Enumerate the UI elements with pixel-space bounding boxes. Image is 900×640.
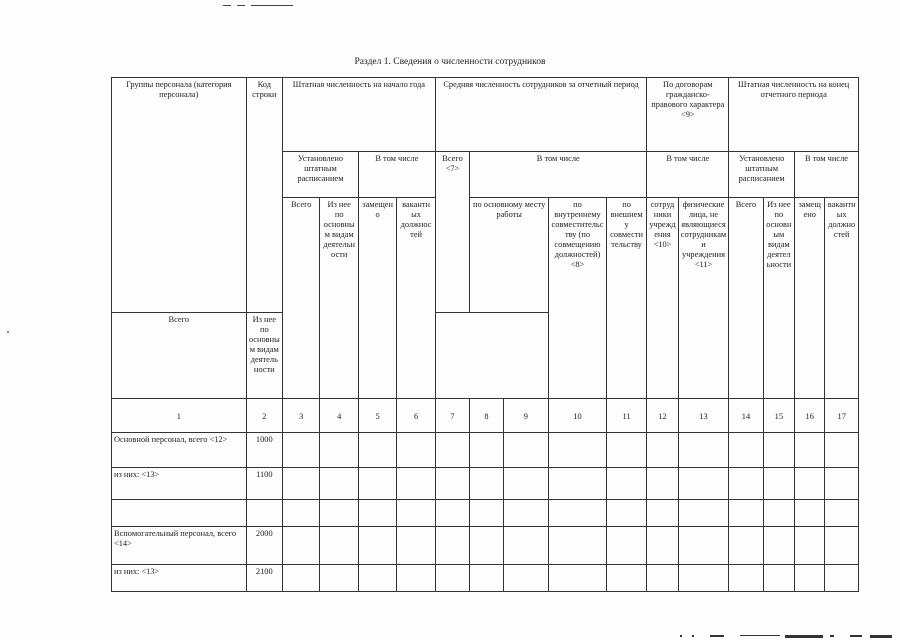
row-label: Вспомогательный персонал, всего <14> — [112, 527, 247, 565]
value-cell[interactable] — [283, 468, 320, 500]
value-cell[interactable] — [470, 433, 503, 468]
row-label: из них: <13> — [112, 468, 247, 500]
value-cell[interactable] — [763, 500, 794, 527]
header-staff-end: Штатная численность на конец отчетного периода — [729, 78, 859, 152]
header-main-place: по основному месту работы — [470, 198, 549, 313]
value-cell[interactable] — [606, 468, 646, 500]
column-number: 2 — [246, 399, 282, 433]
column-number: 15 — [763, 399, 794, 433]
column-number: 1 — [112, 399, 247, 433]
scan-dot — [7, 331, 9, 333]
column-number: 4 — [320, 399, 358, 433]
value-cell[interactable] — [795, 527, 825, 565]
header-col16-filled: замещено — [795, 198, 825, 399]
value-cell[interactable] — [647, 468, 678, 500]
column-number: 7 — [435, 399, 469, 433]
row-label: из них: <13> — [112, 565, 247, 592]
value-cell[interactable] — [283, 527, 320, 565]
column-number: 8 — [470, 399, 503, 433]
header-avg-total: Всего <7> — [435, 152, 469, 313]
column-number: 6 — [397, 399, 435, 433]
value-cell[interactable] — [825, 468, 859, 500]
header-col17-vacant: вакантных должностей — [825, 198, 859, 399]
value-cell[interactable] — [470, 527, 503, 565]
value-cell[interactable] — [470, 468, 503, 500]
value-cell[interactable] — [358, 527, 396, 565]
header-including-end: В том числе — [795, 152, 859, 198]
header-col14-total: Всего — [729, 198, 763, 399]
value-cell[interactable] — [729, 433, 763, 468]
value-cell[interactable] — [647, 527, 678, 565]
value-cell[interactable] — [470, 565, 503, 592]
value-cell[interactable] — [320, 527, 358, 565]
value-cell[interactable] — [606, 500, 646, 527]
header-col15-main: Из нее по основным видам деятельности — [763, 198, 794, 399]
value-cell[interactable] — [825, 527, 859, 565]
value-cell[interactable] — [503, 433, 549, 468]
header-staff-start: Штатная численность на начало года — [283, 78, 436, 152]
header-col9-main: Из нее по основным видам деятельности — [246, 313, 282, 399]
value-cell[interactable] — [320, 468, 358, 500]
row-code: 2000 — [246, 527, 282, 565]
table-row — [112, 468, 859, 500]
value-cell[interactable] — [647, 500, 678, 527]
header-col13-individuals: физические лица, не являющиеся сотрудниками учреждения <11> — [678, 198, 729, 399]
value-cell[interactable] — [470, 500, 503, 527]
value-cell[interactable] — [678, 527, 729, 565]
column-number: 12 — [647, 399, 678, 433]
value-cell[interactable] — [647, 433, 678, 468]
value-cell[interactable] — [825, 500, 859, 527]
value-cell[interactable] — [825, 433, 859, 468]
header-avg-including: В том числе — [470, 152, 647, 198]
value-cell[interactable] — [397, 433, 435, 468]
value-cell[interactable] — [397, 565, 435, 592]
header-col11-external: по внешнему совместительству — [606, 198, 646, 399]
header-including-start: В том числе — [358, 152, 435, 198]
value-cell[interactable] — [358, 433, 396, 468]
value-cell[interactable] — [358, 468, 396, 500]
value-cell[interactable] — [435, 527, 469, 565]
value-cell[interactable] — [729, 565, 763, 592]
value-cell[interactable] — [283, 500, 320, 527]
value-cell[interactable] — [795, 500, 825, 527]
value-cell[interactable] — [283, 565, 320, 592]
row-label: Основной персонал, всего <12> — [112, 433, 247, 468]
header-group: Группы персонала (категория персонала) — [112, 78, 247, 313]
row-code: 2100 — [246, 565, 282, 592]
value-cell[interactable] — [825, 565, 859, 592]
value-cell[interactable] — [763, 565, 794, 592]
value-cell[interactable] — [549, 500, 607, 527]
staff-count-table — [111, 77, 859, 592]
value-cell[interactable] — [729, 527, 763, 565]
value-cell[interactable] — [795, 433, 825, 468]
section-title: Раздел 1. Сведения о численности сотрудников — [354, 57, 546, 67]
value-cell[interactable] — [503, 527, 549, 565]
value-cell[interactable] — [763, 433, 794, 468]
column-numbers-row — [112, 399, 859, 433]
value-cell[interactable] — [435, 433, 469, 468]
value-cell[interactable] — [795, 468, 825, 500]
scan-mark — [237, 5, 245, 6]
value-cell[interactable] — [549, 565, 607, 592]
value-cell[interactable] — [606, 565, 646, 592]
value-cell[interactable] — [435, 468, 469, 500]
value-cell[interactable] — [397, 527, 435, 565]
value-cell[interactable] — [678, 433, 729, 468]
value-cell[interactable] — [503, 468, 549, 500]
header-col4-main: Из нее по основным видам деятельности — [320, 198, 358, 399]
value-cell[interactable] — [320, 433, 358, 468]
value-cell[interactable] — [549, 527, 607, 565]
value-cell[interactable] — [678, 468, 729, 500]
value-cell[interactable] — [763, 468, 794, 500]
value-cell[interactable] — [397, 468, 435, 500]
header-col10-internal: по внутреннему совместительству (по совмещению должностей) <8> — [549, 198, 607, 399]
column-number: 9 — [503, 399, 549, 433]
value-cell[interactable] — [606, 433, 646, 468]
row-code: 1000 — [246, 433, 282, 468]
column-number: 14 — [729, 399, 763, 433]
scan-mark — [223, 5, 231, 6]
column-number: 5 — [358, 399, 396, 433]
value-cell[interactable] — [503, 500, 549, 527]
value-cell[interactable] — [320, 500, 358, 527]
header-col3-total: Всего — [283, 198, 320, 399]
value-cell[interactable] — [729, 500, 763, 527]
value-cell[interactable] — [435, 500, 469, 527]
table-row — [112, 527, 859, 565]
row-code: 1100 — [246, 468, 282, 500]
header-col12-staff: сотрудники учреждения <10> — [647, 198, 678, 399]
column-number: 10 — [549, 399, 607, 433]
header-average: Средняя численность сотрудников за отчетный период — [435, 78, 647, 152]
value-cell[interactable] — [678, 565, 729, 592]
row-code — [246, 500, 282, 527]
value-cell[interactable] — [435, 565, 469, 592]
value-cell[interactable] — [763, 527, 794, 565]
row-label — [112, 500, 247, 527]
header-established-end: Установлено штатным расписанием — [729, 152, 795, 198]
table-row — [112, 565, 859, 592]
table-row — [112, 500, 859, 527]
scan-noise — [680, 634, 900, 640]
value-cell[interactable] — [358, 565, 396, 592]
header-code: Код строки — [246, 78, 282, 313]
header-col8-total: Всего — [112, 313, 247, 399]
header-civil-including: В том числе — [647, 152, 729, 198]
value-cell[interactable] — [503, 565, 549, 592]
value-cell[interactable] — [647, 565, 678, 592]
column-number: 17 — [825, 399, 859, 433]
value-cell[interactable] — [397, 500, 435, 527]
value-cell[interactable] — [606, 527, 646, 565]
column-number: 3 — [283, 399, 320, 433]
column-number: 11 — [606, 399, 646, 433]
table-row — [112, 433, 859, 468]
column-number: 13 — [678, 399, 729, 433]
value-cell[interactable] — [729, 468, 763, 500]
scan-mark — [251, 5, 293, 6]
header-civil-contracts: По договорам гражданско-правового характера <9> — [647, 78, 729, 152]
column-number: 16 — [795, 399, 825, 433]
header-col5-filled: замещено — [358, 198, 396, 399]
header-col6-vacant: вакантных должностей — [397, 198, 435, 399]
value-cell[interactable] — [283, 433, 320, 468]
value-cell[interactable] — [549, 468, 607, 500]
header-established-start: Установлено штатным расписанием — [283, 152, 359, 198]
value-cell[interactable] — [358, 500, 396, 527]
value-cell[interactable] — [549, 433, 607, 468]
value-cell[interactable] — [320, 565, 358, 592]
value-cell[interactable] — [678, 500, 729, 527]
value-cell[interactable] — [795, 565, 825, 592]
